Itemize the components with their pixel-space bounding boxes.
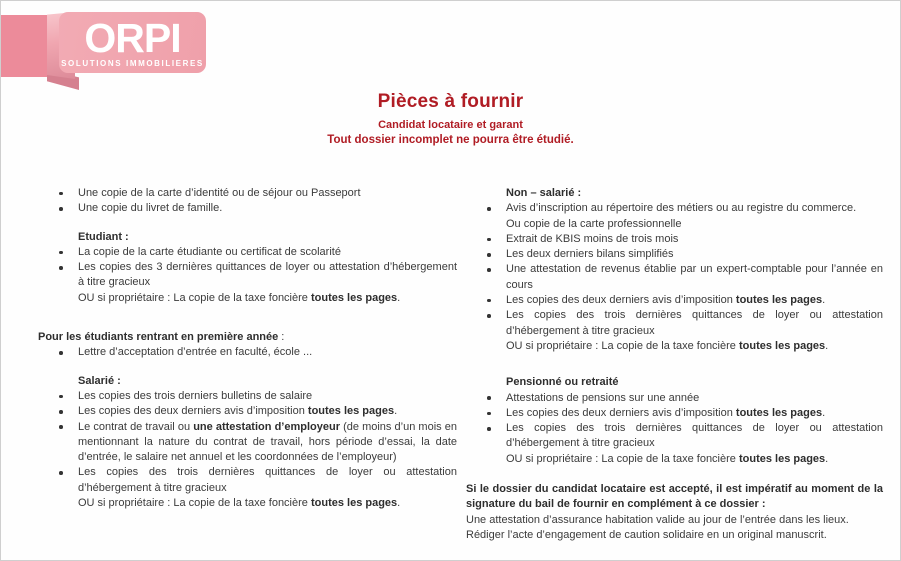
list-item: Attestations de pensions sur une année <box>466 391 883 406</box>
page-warning: Tout dossier incomplet ne pourra être étudié. <box>327 134 574 146</box>
section-heading: Etudiant : <box>78 230 129 243</box>
bullet-list <box>466 391 883 467</box>
list-item: Les copies des deux derniers avis d’imposition toutes les pages. <box>466 293 883 308</box>
closing-paragraph: Si le dossier du candidat locataire est accepté, il est impératif au moment de la signature du bail de fournir en complément à ce dossier : Une attestation d’assurance habitation valide au jour de l’entrée dans les lieux. Rédiger l’acte d’engagement de caution solidaire en un original manuscrit. <box>466 483 883 541</box>
spacer <box>466 354 883 375</box>
list-item: Les copies des trois dernières quittances de loyer ou attestation d’hébergement à titre gracieux OU si propriétaire : La copie de la taxe foncière toutes les pages. <box>466 308 883 354</box>
list-item: Les copies des trois derniers bulletins de salaire <box>38 389 457 404</box>
bullet-list <box>466 201 883 354</box>
document-header <box>1 91 900 146</box>
list-item: Les copies des trois dernières quittances de loyer ou attestation d’hébergement à titre gracieux OU si propriétaire : La copie de la taxe foncière toutes les pages. <box>38 465 457 511</box>
page-subtitle: Candidat locataire et garant <box>378 119 523 131</box>
list-item: Les copies des deux derniers avis d’imposition toutes les pages. <box>38 404 457 419</box>
bullet-list <box>38 245 457 306</box>
bullet-list <box>38 186 457 217</box>
section-heading: Non – salarié : <box>506 187 582 199</box>
logo-tagline-text: SOLUTIONS IMMOBILIERES <box>61 59 204 68</box>
list-item: Une copie de la carte d’identité ou de séjour ou Passeport <box>38 186 457 201</box>
logo-brand-text: ORPI <box>84 15 181 61</box>
list-item: Une copie du livret de famille. <box>38 201 457 216</box>
section-heading: Salarié : <box>78 374 121 387</box>
bullet-list <box>38 389 457 511</box>
spacer <box>466 467 883 482</box>
list-item: Extrait de KBIS moins de trois mois <box>466 232 883 247</box>
list-item: Les copies des deux derniers avis d’imposition toutes les pages. <box>466 406 883 421</box>
list-item: Les deux derniers bilans simplifiés <box>466 247 883 262</box>
section-heading: Pour les étudiants rentrant en première année : <box>38 331 285 344</box>
orpi-logo <box>1 1 226 96</box>
column-left <box>38 186 457 511</box>
list-item: Les copies des trois dernières quittances de loyer ou attestation d’hébergement à titre gracieux OU si propriétaire : La copie de la taxe foncière toutes les pages. <box>466 421 883 467</box>
page-title: Pièces à fournir <box>377 91 524 112</box>
spacer <box>38 306 457 330</box>
list-item: Avis d’inscription au répertoire des métiers ou au registre du commerce. Ou copie de la carte professionnelle <box>466 201 883 232</box>
section-heading: Pensionné ou retraité <box>506 376 619 389</box>
spacer <box>38 217 457 230</box>
list-item: Lettre d’acceptation d’entrée en faculté, école ... <box>38 345 457 360</box>
spacer <box>38 361 457 374</box>
list-item: La copie de la carte étudiante ou certificat de scolarité <box>38 245 457 260</box>
logo-box <box>59 12 206 73</box>
column-right <box>466 186 883 543</box>
list-item: Les copies des 3 dernières quittances de loyer ou attestation d’hébergement à titre gracieux OU si propriétaire : La copie de la taxe foncière toutes les pages. <box>38 260 457 306</box>
list-item: Le contrat de travail ou une attestation d’employeur (de moins d’un mois en mentionnant la nature du contrat de travail, hors période d’essai, la date d’entrée, le salaire net annuel et les coordonnées de l’employeur) <box>38 420 457 466</box>
list-item: Une attestation de revenus établie par un expert-comptable pour l’année en cours <box>466 262 883 293</box>
bullet-list <box>38 345 457 360</box>
